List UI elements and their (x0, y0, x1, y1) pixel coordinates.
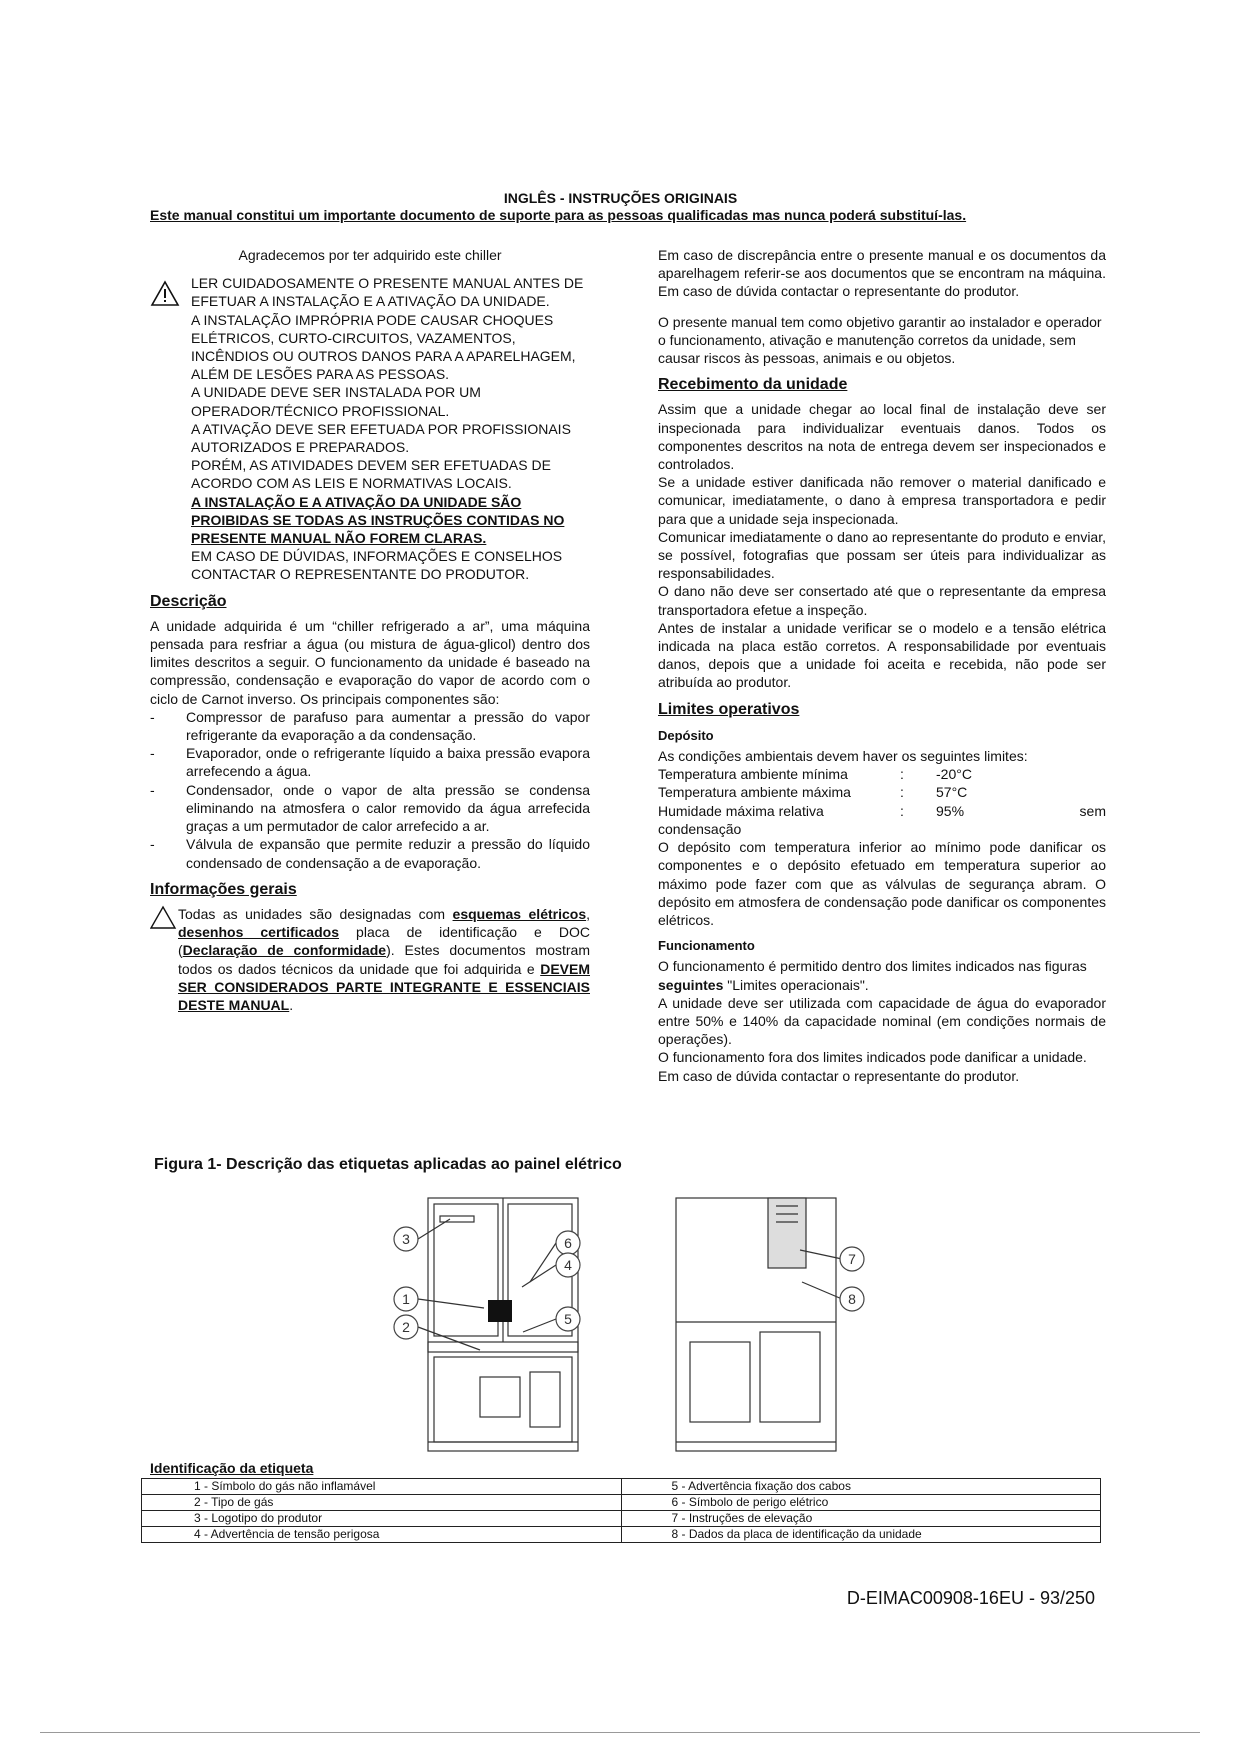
table-cell: 3 - Logotipo do produtor (142, 1511, 622, 1527)
operation-span: "Limites operacionais". (723, 976, 869, 993)
table-row (142, 1527, 1101, 1543)
limit-tail-line: condensação (658, 820, 742, 837)
info-text: . (289, 996, 294, 1013)
thanks-line: Agradecemos por ter adquirido este chiller (238, 247, 502, 263)
operation-text: O funcionamento fora dos limites indicados pode danificar a unidade. (658, 1049, 1087, 1066)
table-row (142, 1511, 1101, 1527)
warning-line: A INSTALAÇÃO IMPRÓPRIA PODE CAUSAR CHOQUES ELÉTRICOS, CURTO-CIRCUITOS, VAZAMENTOS, INCÊNDIOS OU OUTROS DANOS PARA A APARELHAGEM, ALÉM DE LESÕES PARA AS PESSOAS. (191, 311, 576, 383)
general-info-heading: Informações gerais (150, 880, 297, 898)
warning-line: A ATIVAÇÃO DEVE SER EFETUADA POR PROFISSIONAIS AUTORIZADOS E PREPARADOS. (191, 420, 571, 456)
discrepancy-text: Em caso de discrepância entre o presente manual e os documentos da aparelhagem referir-se aos documentos que se encontram na máquina. Em caso de dúvida contactar o representante do produtor. (658, 247, 1106, 300)
info-text: Todas as unidades são designadas com (178, 905, 453, 922)
receiving-text: O dano não deve ser consertado até que o representante da empresa transportadora efetue a inspeção. (658, 583, 1106, 618)
warning-triangle-icon (150, 280, 180, 307)
storage-intro: As condições ambientais devem haver os seguintes limites: (658, 748, 1028, 765)
limit-tail: sem (1079, 802, 1106, 819)
description-text: A unidade adquirida é um “chiller refrigerado a ar”, uma máquina pensada para resfriar a água (ou mistura de água-glicol) dentro dos limites descritos a seguir. O funcionamento da unidade é baseado na compressão, condensação e evaporação do vapor de acordo com o ciclo de Carnot inverso. Os principais componentes são: (150, 617, 590, 707)
table-cell: 4 - Advertência de tensão perigosa (142, 1527, 622, 1543)
label-1-mark (488, 1300, 512, 1322)
description-heading: Descrição (150, 592, 227, 610)
warning-line: PORÉM, AS ATIVIDADES DEVEM SER EFETUADAS DE ACORDO COM AS LEIS E NORMATIVAS LOCAIS. (191, 457, 551, 492)
callout-5: 5 (564, 1311, 572, 1327)
receiving-text: Comunicar imediatamente o dano ao representante do produto e enviar, se possível, fotografias que possam ser úteis para individualizar as responsabilidades. (658, 528, 1106, 582)
callout-1: 1 (402, 1291, 410, 1307)
document-subtitle: Este manual constitui um importante documento de suporte para as pessoas qualificadas mas nunca poderá substituí-las. (150, 207, 967, 223)
table-cell: 1 - Símbolo do gás não inflamável (142, 1479, 622, 1495)
table-row (142, 1495, 1101, 1511)
limit-row-max (658, 783, 1106, 801)
warning-block (150, 274, 590, 583)
operation-text: Em caso de dúvida contactar o representante do produtor. (658, 1067, 1020, 1084)
callout-2: 2 (402, 1319, 410, 1335)
table-cell: 2 - Tipo de gás (142, 1495, 622, 1511)
callout-7: 7 (848, 1251, 856, 1267)
limit-sep: : (900, 766, 904, 783)
limit-value: 57°C (936, 784, 968, 801)
left-column (150, 246, 590, 1014)
limit-value: -20°C (936, 766, 972, 783)
list-item: - Condensador, onde o vapor de alta pressão se condensa eliminando na atmosfera o calor removido da água arrefecida graças a um permutador de calor arrefecido a ar. (150, 781, 590, 836)
document-title: INGLÊS - INSTRUÇÕES ORIGINAIS (503, 190, 738, 206)
receiving-text: Antes de instalar a unidade verificar se o modelo e a tensão elétrica indicada na placa estão corretos. A responsabilidade por eventuais danos, depois que a unidade foi aceita e recebida, não pode ser atribuída ao produtor. (658, 619, 1106, 691)
label-identification-title: Identificação da etiqueta (150, 1460, 314, 1476)
limit-label: Humidade máxima relativa (658, 802, 824, 819)
receiving-text: Se a unidade estiver danificada não remover o material danificado e comunicar, imediatamente, o dano à empresa transportadora e pedir para que a unidade seja inspecionada. (658, 474, 1106, 527)
operation-bold: seguintes (658, 976, 724, 993)
limit-label: Temperatura ambiente máxima (658, 784, 851, 801)
info-text: , (586, 905, 590, 922)
limit-sep: : (900, 784, 904, 801)
warning-line: A UNIDADE DEVE SER INSTALADA POR UM OPERADOR/TÉCNICO PROFISSIONAL. (191, 384, 481, 419)
limit-label: Temperatura ambiente mínima (658, 766, 848, 783)
receiving-text: Assim que a unidade chegar ao local final de instalação deve ser inspecionada para individualizar eventuais danos. Todos os componentes descritos na nota de entrega devem ser inspecionados e controlados. (658, 401, 1106, 473)
warning-triangle-icon (150, 905, 177, 930)
unit-side-outline (676, 1198, 836, 1451)
callout-6: 6 (564, 1235, 572, 1251)
footer-divider (40, 1732, 1200, 1733)
document-code: D-EIMAC00908-16EU - 93/250 (846, 1588, 1095, 1608)
warning-bold: A INSTALAÇÃO E A ATIVAÇÃO DA UNIDADE SÃO PROIBIDAS SE TODAS AS INSTRUÇÕES CONTIDAS NO PRESENTE MANUAL NÃO FOREM CLARAS. (191, 493, 565, 547)
limit-row-min (658, 765, 1106, 783)
list-item: - Válvula de expansão que permite reduzir a pressão do líquido condensado de condensação a de evaporação. (150, 835, 590, 871)
chiller-label-diagram (390, 1192, 880, 1462)
callout-3: 3 (402, 1231, 410, 1247)
operation-heading: Funcionamento (658, 938, 755, 954)
info-text: placa de identificação e DOC ( (178, 924, 591, 959)
warning-end: EM CASO DE DÚVIDAS, INFORMAÇÕES E CONSELHOS CONTACTAR O REPRESENTANTE DO PRODUTOR. (191, 548, 563, 583)
callout-4: 4 (564, 1257, 572, 1273)
right-column (658, 246, 1106, 1085)
info-bold: DEVEM SER CONSIDERADOS PARTE INTEGRANTE E ESSENCIAIS DESTE MANUAL (178, 960, 590, 1013)
table-cell: 8 - Dados da placa de identificação da unidade (621, 1527, 1101, 1543)
purpose-text: O presente manual tem como objetivo garantir ao instalador e operador o funcionamento, ativação e manutenção corretos da unidade, sem causar riscos às pessoas, animais e ou objetos. (658, 313, 1102, 367)
table-cell: 5 - Advertência fixação dos cabos (621, 1479, 1101, 1495)
info-bold: desenhos certificados (178, 924, 339, 941)
operation-text: A unidade deve ser utilizada com capacidade de água do evaporador entre 50% e 140% da capacidade nominal (em condições normais de operações). (658, 994, 1106, 1048)
table-cell: 6 - Símbolo de perigo elétrico (621, 1495, 1101, 1511)
info-bold: esquemas elétricos (452, 905, 587, 922)
storage-text: O depósito com temperatura inferior ao mínimo pode danificar os componentes e o depósito efetuado em temperatura superior ao máximo pode fazer com que as válvulas de segurança abram. O depósito em atmosfera de condensação pode danificar os componentes elétricos. (658, 839, 1106, 928)
table-cell: 7 - Instruções de elevação (621, 1511, 1101, 1527)
callout-8: 8 (848, 1291, 856, 1307)
table-row (142, 1479, 1101, 1495)
figure-title: Figura 1- Descrição das etiquetas aplicadas ao painel elétrico (154, 1156, 622, 1173)
storage-heading: Depósito (658, 727, 714, 743)
limit-value: 95% (936, 802, 965, 819)
info-bold: Declaração de conformidade (182, 942, 387, 959)
limit-row-humidity (658, 802, 1106, 820)
label-identification-table (141, 1478, 1101, 1543)
limit-sep: : (900, 802, 904, 819)
info-text: ). Estes documentos mostram todos os dados técnicos da unidade que foi adquirida e (178, 942, 590, 977)
warning-line: LER CUIDADOSAMENTE O PRESENTE MANUAL ANTES DE EFETUAR A INSTALAÇÃO E A ATIVAÇÃO DA UNIDADE. (191, 275, 584, 310)
general-info-text (150, 905, 590, 1014)
list-item: - Compressor de parafuso para aumentar a pressão do vapor refrigerante da evaporação a da condensação. (150, 708, 590, 744)
operation-text (658, 957, 1106, 993)
operation-span: O funcionamento é permitido dentro dos limites indicados nas figuras (658, 958, 1087, 975)
operating-limits-heading: Limites operativos (658, 700, 800, 718)
receiving-heading: Recebimento da unidade (658, 376, 848, 394)
components-list (150, 708, 590, 872)
list-item: - Evaporador, onde o refrigerante líquido a baixa pressão evapora arrefecendo a água. (150, 744, 590, 780)
